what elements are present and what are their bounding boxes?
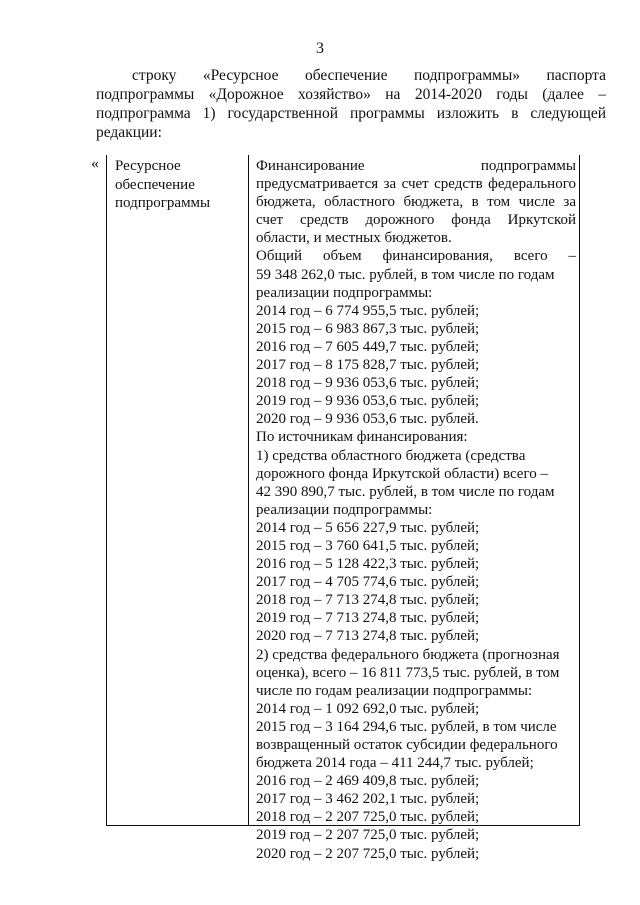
content-line: 2) средства федерального бюджета (прогнозная	[256, 646, 560, 663]
content-line: 2016 год – 7 605 449,7 тыс. рублей;	[256, 338, 480, 355]
content-line: бюджета 2014 года – 411 244,7 тыс. рублей;	[256, 755, 534, 772]
passport-content-cell	[256, 157, 576, 863]
content-line: 2020 год – 2 207 725,0 тыс. рублей;	[256, 845, 480, 862]
content-line: 2017 год – 8 175 828,7 тыс. рублей;	[256, 357, 480, 374]
page-number: 3	[316, 40, 324, 57]
content-line: дорожного фонда Иркутской области) всего –	[256, 465, 548, 482]
content-line: 2019 год – 7 713 274,8 тыс. рублей;	[256, 610, 480, 627]
content-line: реализации подпрограммы:	[256, 284, 433, 301]
content-line: возвращенный остаток субсидии федерального	[256, 737, 558, 753]
passport-label-cell	[115, 157, 243, 213]
content-line: 2018 год – 2 207 725,0 тыс. рублей;	[256, 809, 480, 826]
content-line: бюджета, областного бюджета, в том числе за	[256, 194, 576, 211]
content-line: 42 390 890,7 тыс. рублей, в том числе по годам	[256, 483, 555, 500]
content-line: 2014 год – 6 774 955,5 тыс. рублей;	[256, 302, 480, 319]
content-line: Общий объем финансирования, всего –	[256, 248, 576, 265]
content-line: счет средств дорожного фонда Иркутской	[256, 212, 576, 229]
intro-line: редакции:	[96, 124, 162, 141]
content-line: 2014 год – 1 092 692,0 тыс. рублей;	[256, 700, 480, 717]
content-line: 2019 год – 2 207 725,0 тыс. рублей;	[256, 827, 480, 844]
content-line: 2014 год – 5 656 227,9 тыс. рублей;	[256, 519, 480, 536]
content-line: реализации подпрограммы:	[256, 501, 433, 518]
intro-line: подпрограмма 1) государственной программы изложить в следующей	[96, 105, 606, 122]
content-line: 2016 год – 5 128 422,3 тыс. рублей;	[256, 556, 480, 573]
opening-quote: «	[91, 155, 99, 172]
intro-line: подпрограммы «Дорожное хозяйство» на 2014-2020 годы (далее –	[96, 86, 606, 103]
content-line: По источникам финансирования:	[256, 429, 468, 446]
intro-paragraph	[96, 66, 606, 142]
content-line: 2015 год – 3 760 641,5 тыс. рублей;	[256, 537, 480, 554]
content-line: 2020 год – 7 713 274,8 тыс. рублей;	[256, 628, 480, 645]
label-line: обеспечение	[115, 176, 195, 193]
content-line: 2018 год – 9 936 053,6 тыс. рублей;	[256, 375, 480, 392]
content-line: 1) средства областного бюджета (средства	[256, 447, 526, 464]
content-line: 2016 год – 2 469 409,8 тыс. рублей;	[256, 773, 480, 790]
content-line: 2015 год – 6 983 867,3 тыс. рублей;	[256, 320, 480, 337]
content-line: числе по годам реализации подпрограммы:	[256, 682, 533, 699]
content-line: Финансирование подпрограммы	[256, 158, 576, 174]
content-line: 2017 год – 3 462 202,1 тыс. рублей;	[256, 791, 480, 808]
intro-line: строку «Ресурсное обеспечение подпрограммы» паспорта	[132, 67, 606, 84]
passport-table	[106, 155, 580, 862]
content-line: 59 348 262,0 тыс. рублей, в том числе по годам	[256, 266, 555, 283]
content-line: 2019 год – 9 936 053,6 тыс. рублей;	[256, 393, 480, 410]
label-line: Ресурсное	[115, 158, 181, 174]
content-line: оценка), всего – 16 811 773,5 тыс. рублей, в том	[256, 664, 560, 681]
content-line: 2015 год – 3 164 294,6 тыс. рублей, в том числе	[256, 718, 557, 735]
content-line: 2018 год – 7 713 274,8 тыс. рублей;	[256, 592, 480, 609]
content-line: области, и местных бюджетов.	[256, 230, 452, 247]
content-line: 2017 год – 4 705 774,6 тыс. рублей;	[256, 574, 480, 591]
label-line: подпрограммы	[115, 195, 211, 211]
content-line: 2020 год – 9 936 053,6 тыс. рублей.	[256, 411, 479, 428]
content-line: предусматривается за счет средств федерального	[256, 176, 576, 193]
